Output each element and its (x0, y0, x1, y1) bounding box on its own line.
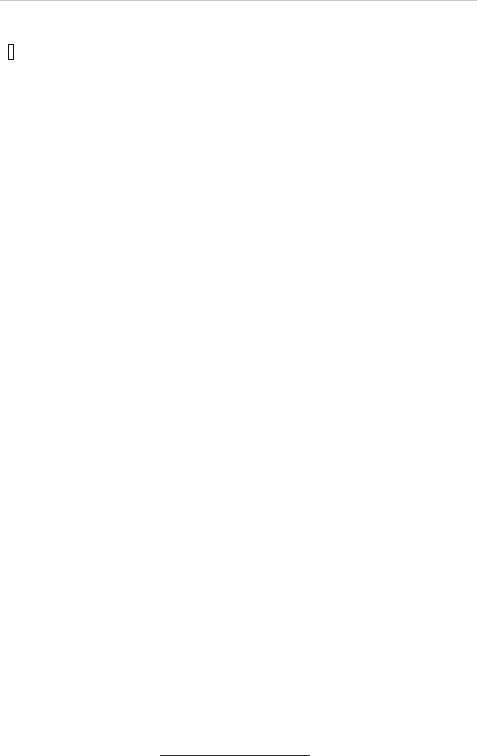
article-headline (8, 10, 471, 40)
top-rule (0, 0, 477, 1)
continuation-label (8, 44, 14, 60)
article-body (8, 44, 471, 61)
previous-article-tail (8, 0, 471, 10)
